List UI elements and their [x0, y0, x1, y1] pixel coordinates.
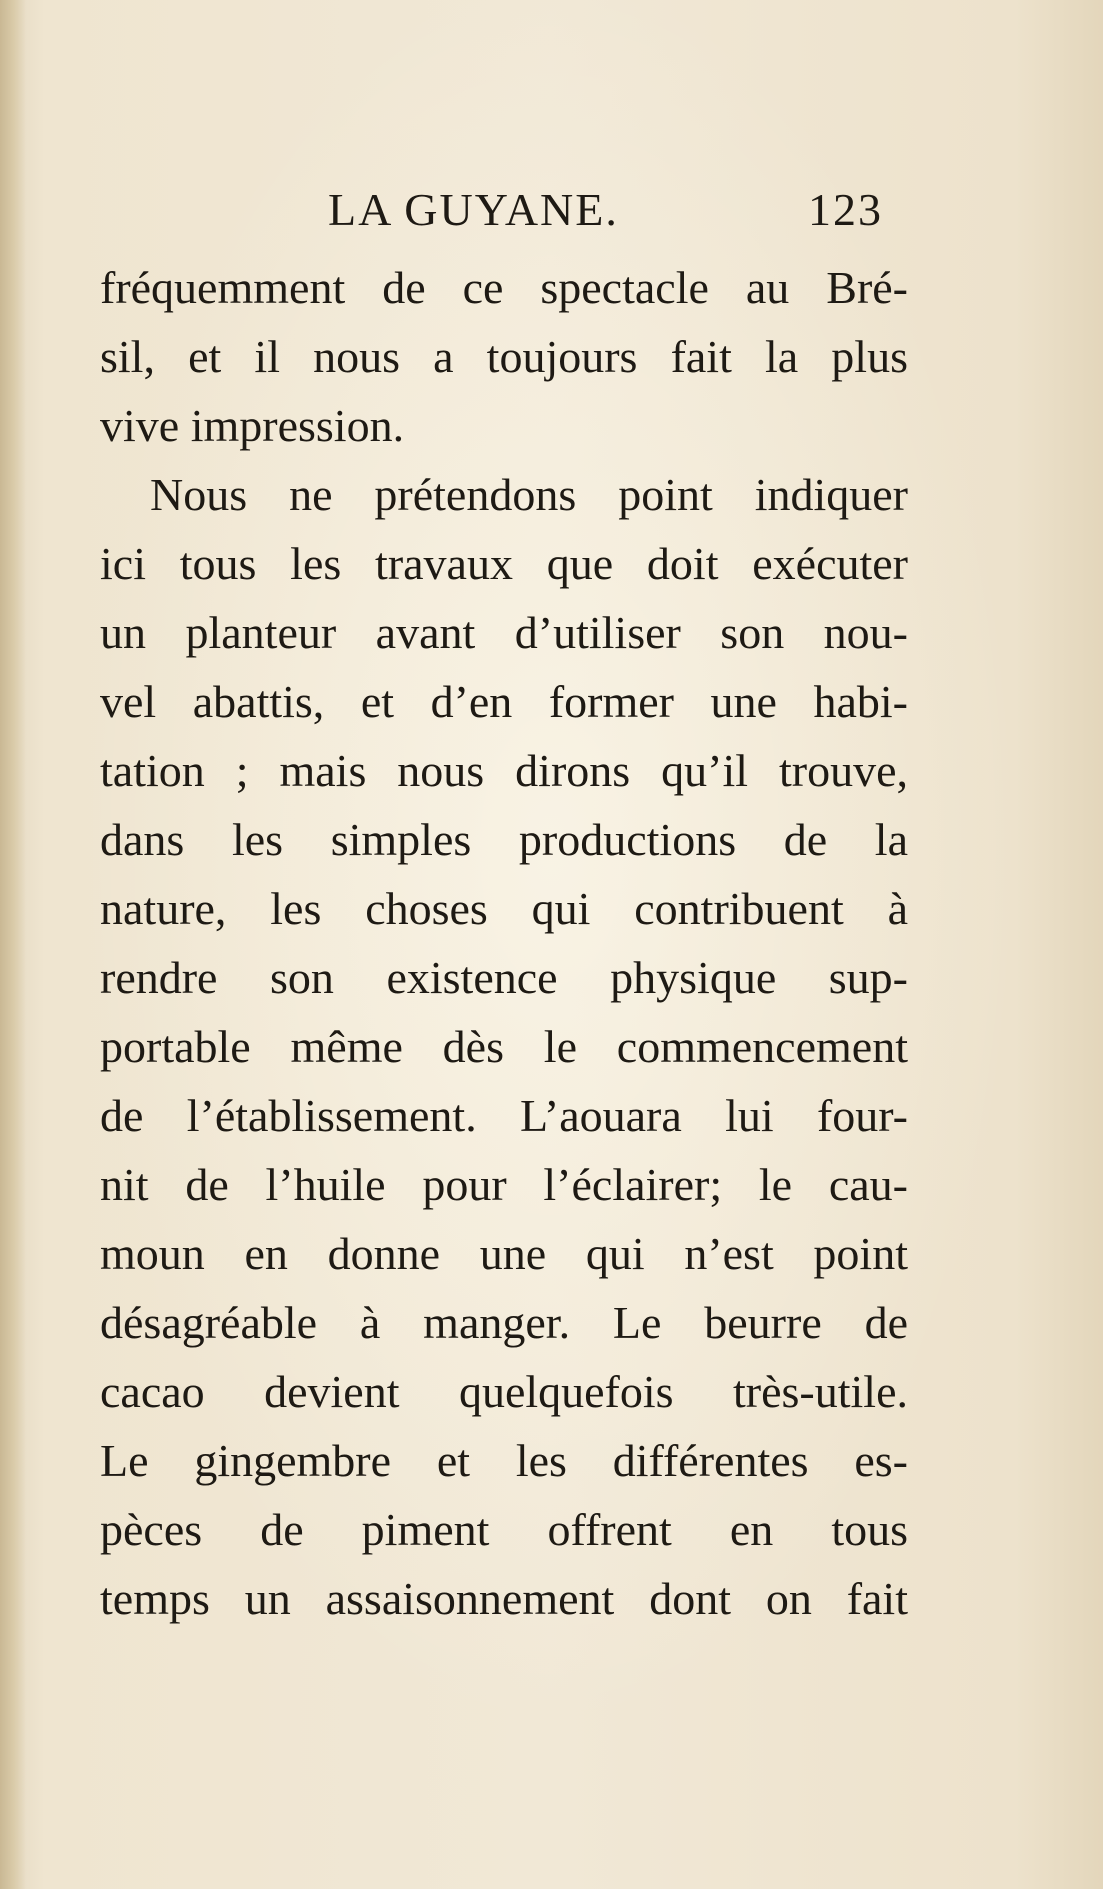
text-line-14: nit de l’huile pour l’éclairer; le cau- — [100, 1159, 908, 1210]
text-line-5: ici tous les travaux que doit exécuter — [100, 538, 908, 589]
text-line-2: sil, et il nous a toujours fait la plus — [100, 331, 908, 382]
text-line-19: pèces de piment offrent en tous — [100, 1504, 908, 1555]
text-line-16: désagréable à manger. Le beurre de — [100, 1297, 908, 1348]
text-line-7: vel abattis, et d’en former une habi- — [100, 676, 908, 727]
text-line-11: rendre son existence physique sup- — [100, 952, 908, 1003]
text-line-10: nature, les choses qui contribuent à — [100, 883, 908, 934]
text-line-8: tation ; mais nous dirons qu’il trouve, — [100, 745, 908, 796]
text-line-15: moun en donne une qui n’est point — [100, 1228, 908, 1279]
page-spine-shadow — [0, 0, 26, 1889]
page-number: 123 — [808, 184, 883, 235]
running-title: LA GUYANE. — [328, 184, 619, 235]
text-line-3: vive impression. — [100, 400, 405, 451]
text-line-12: portable même dès le commencement — [100, 1021, 908, 1072]
text-line-18: Le gingembre et les différentes es- — [100, 1435, 908, 1486]
text-line-6: un planteur avant d’utiliser son nou- — [100, 607, 908, 658]
running-head — [0, 182, 1103, 242]
text-line-9: dans les simples productions de la — [100, 814, 908, 865]
text-line-4: Nous ne prétendons point indiquer — [150, 469, 908, 520]
text-line-20: temps un assaisonnement dont on fait — [100, 1573, 908, 1624]
text-line-17: cacao devient quelquefois très-utile. — [100, 1366, 908, 1417]
text-line-13: de l’établissement. L’aouara lui four- — [100, 1090, 908, 1141]
text-line-1: fréquemment de ce spectacle au Bré- — [100, 262, 908, 313]
